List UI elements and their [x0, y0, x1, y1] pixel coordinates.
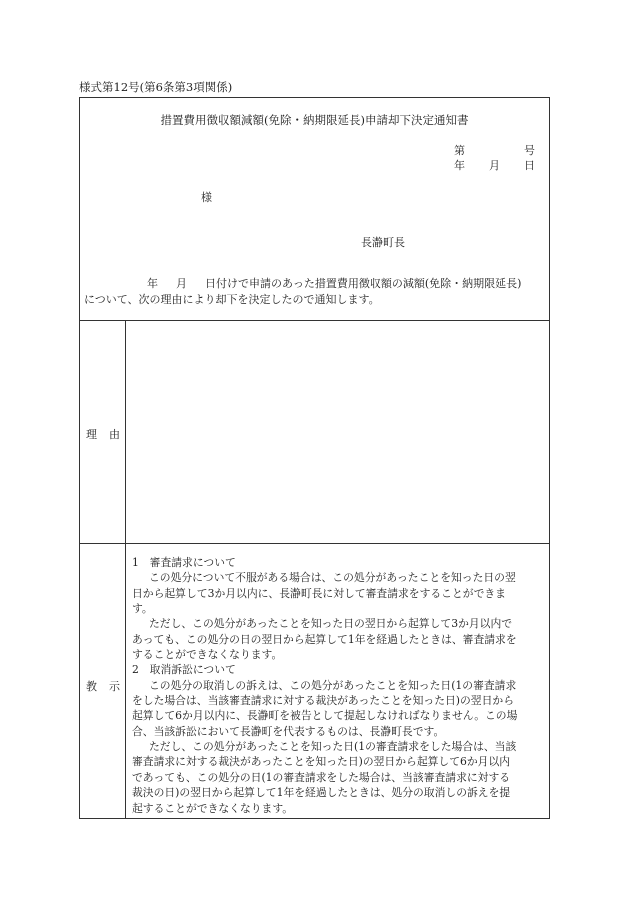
instruction-line: ただし、この処分があったことを知った日(1の審査請求をした場合は、当該: [149, 740, 517, 754]
instruction-line: 合、当該訴訟において長瀞町を代表するものは、長瀞町長です。: [132, 724, 445, 738]
instruction-label-1: 教: [86, 680, 97, 693]
reason-area[interactable]: [126, 321, 549, 543]
divider-middle: [80, 543, 549, 544]
instruction-label-2: 示: [109, 680, 120, 693]
instruction-heading-2: 2 取消訴訟について: [132, 663, 236, 677]
reason-label-2: 由: [109, 428, 120, 441]
date-day: 日: [524, 159, 535, 172]
body-year: 年: [147, 277, 158, 290]
document-title: 措置費用徴収額減額(免除・納期限延長)申請却下決定通知書: [160, 113, 469, 127]
instruction-line: をした場合は、当該審査請求に対する裁決があったことを知った日)の翌日から: [132, 694, 514, 708]
instruction-line: ただし、この処分があったことを知った日の翌日から起算して3か月以内で: [149, 617, 513, 631]
instructions-text: [132, 555, 544, 816]
form-id: 様式第12号(第6条第3項関係): [79, 80, 233, 94]
instruction-line: 裁決の日)の翌日から起算して1年を経過したときは、処分の取消しの訴えを提: [132, 786, 511, 800]
instruction-line: することができなくなります。: [132, 648, 283, 662]
body-month: 月: [176, 277, 187, 290]
instruction-line: この処分について不服がある場合は、この処分があったことを知った日の翌: [149, 571, 516, 585]
body-line-1: [84, 276, 521, 292]
instruction-line: す。: [132, 602, 153, 616]
issuer-name: 長瀞町長: [361, 236, 405, 249]
instruction-line: 起算して6か月以内に、長瀞町を被告として提起しなければなりません。この場: [132, 709, 518, 723]
instruction-heading-1: 1 審査請求について: [132, 556, 236, 569]
instruction-line: 日から起算して3か月以内に、長瀞町長に対して審査請求をすることができま: [132, 586, 506, 600]
instruction-line: あっても、この処分の日の翌日から起算して1年を経過したときは、審査請求を: [132, 632, 517, 646]
body-line-1-text: 日付けで申請のあった措置費用徴収額の減額(免除・納期限延長): [205, 277, 522, 290]
instruction-line: であっても、この処分の日(1の審査請求をした場合は、当該審査請求に対する: [132, 770, 511, 784]
number-go: 号: [524, 144, 535, 157]
date-month: 月: [489, 159, 500, 172]
body-line-2: について、次の理由により却下を決定したので通知します。: [84, 293, 380, 306]
instruction-line: この処分の取消しの訴えは、この処分があったことを知った日(1の審査請求: [149, 678, 517, 692]
number-dai: 第: [454, 144, 465, 157]
date-year: 年: [454, 159, 465, 172]
instruction-line: 起することができなくなります。: [132, 801, 294, 815]
reason-label-1: 理: [86, 428, 97, 441]
notice-form: [79, 97, 550, 819]
addressee-suffix: 様: [201, 191, 212, 204]
instruction-line: 審査請求に対する裁決があったことを知った日)の翌日から起算して6か月以内: [132, 755, 511, 769]
